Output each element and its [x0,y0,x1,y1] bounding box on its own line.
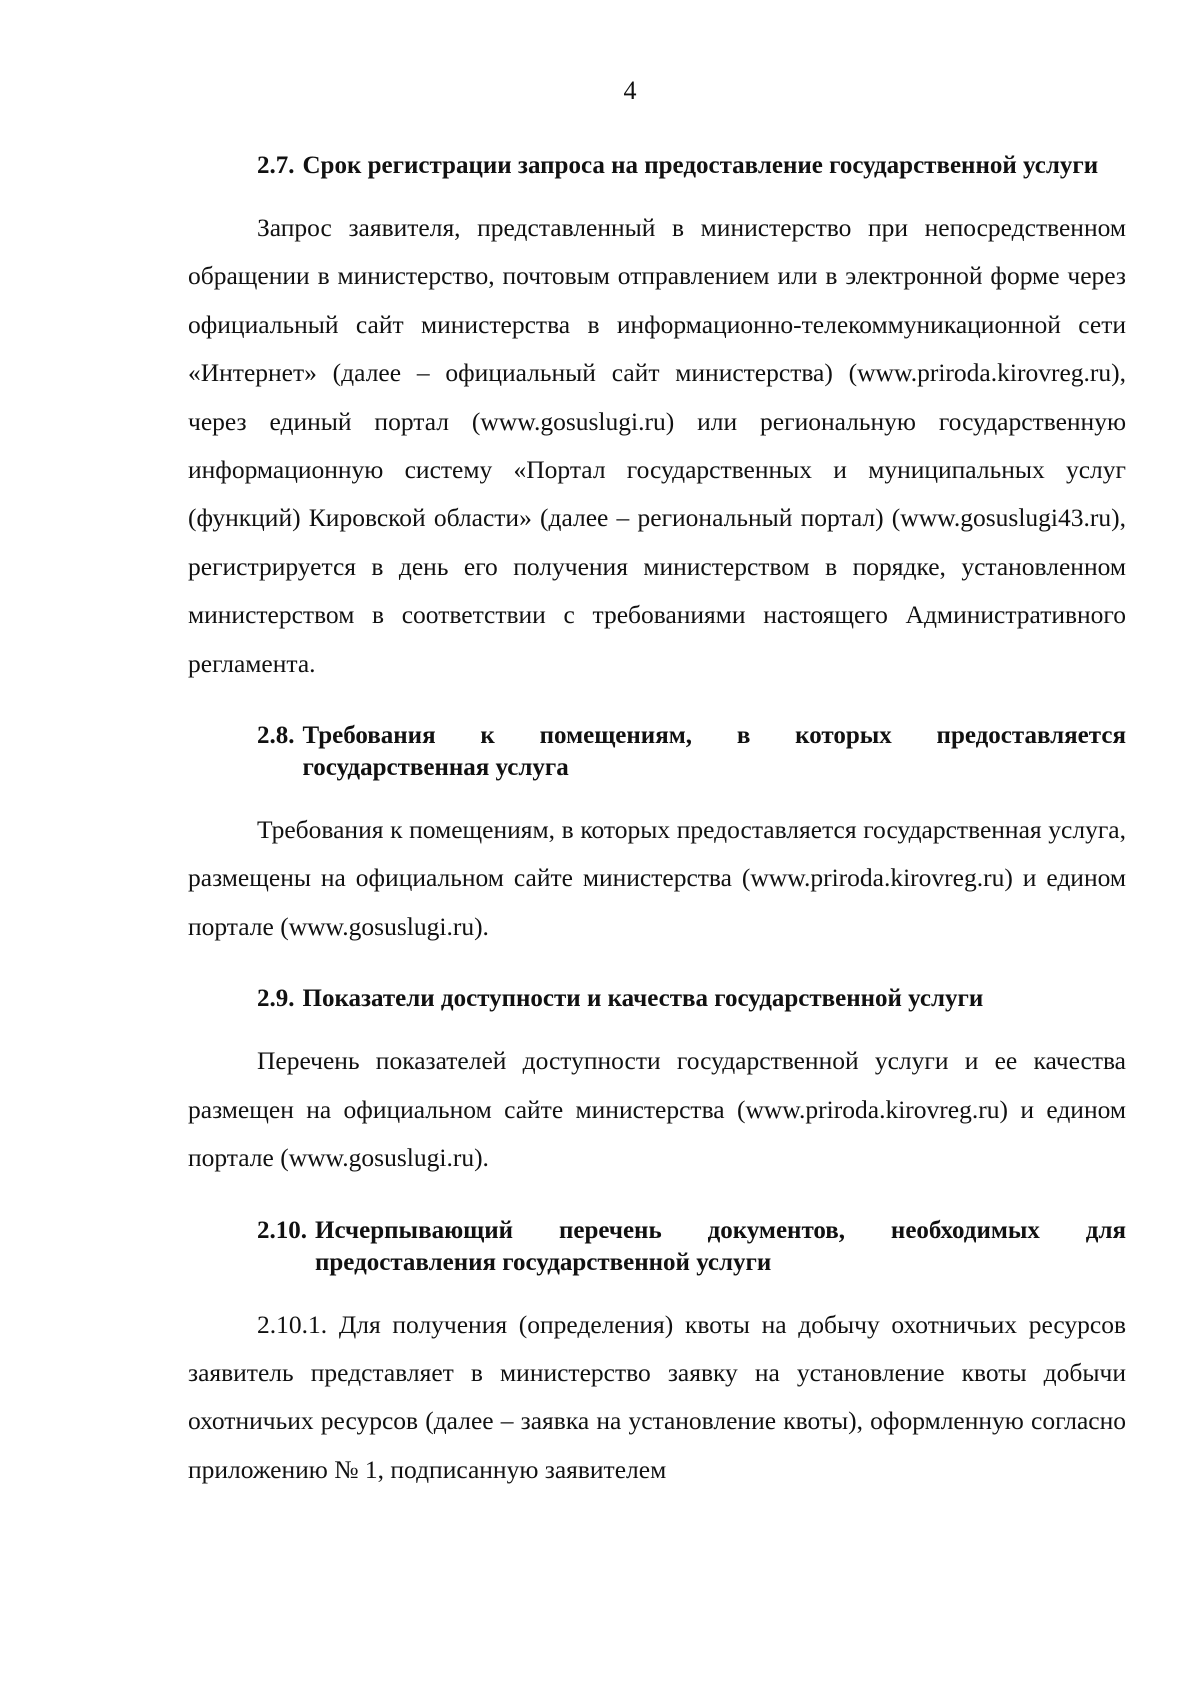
section-number: 2.8. [257,722,295,750]
section-number: 2.7. [257,152,295,179]
section-title: Требования к помещениям, в которых предоставляется государственная услуга [302,722,1126,782]
section-number: 2.10. [257,1216,307,1244]
section-heading-2-10 [257,1215,1126,1279]
section-title: Показатели доступности и качества государственной услуги [302,985,984,1013]
section-title: Исчерпывающий перечень документов, необходимых для предоставления государственной услуги [315,1216,1126,1276]
document-body [188,150,1126,1494]
section-heading-2-8 [257,720,1126,784]
paragraph: 2.10.1. Для получения (определения) квоты на добычу охотничьих ресурсов заявитель представляет в министерство заявку на установление квоты добычи охотничьих ресурсов (далее – заявка на установление квоты), оформленную согласно приложению № 1, подписанную заявителем [188,1309,1126,1484]
paragraph: Требования к помещениям, в которых предоставляется государственная услуга, размещены на официальном сайте министерства (www.priroda.kirovreg.ru) и едином портале (www.gosuslugi.ru). [188,815,1126,941]
section-heading-2-9 [257,983,1126,1015]
page-number: 4 [623,76,637,105]
paragraph: Перечень показателей доступности государственной услуги и ее качества размещен на официальном сайте министерства (www.priroda.kirovreg.ru) и едином портале (www.gosuslugi.ru). [188,1046,1126,1173]
section-number: 2.9. [257,985,295,1013]
section-title: Срок регистрации запроса на предоставление государственной услуги [302,152,1099,179]
paragraph: Запрос заявителя, представленный в министерство при непосредственном обращении в министерство, почтовым отправлением или в электронной форме через официальный сайт министерства в информационно-телекоммуникационной сети «Интернет» (далее – официальный сайт министерства) (www.priroda.kirovreg.ru), через единый портал (www.gosuslugi.ru) или региональную государственную информационную систему «Портал государственных и муниципальных услуг (функций) Кировской области» (далее – региональный портал) (www.gosuslugi43.ru), регистрируется в день его получения министерством в порядке, установленном министерством в соответствии с требованиями настоящего Административного регламента. [188,213,1126,678]
section-heading-2-7 [257,150,1126,182]
